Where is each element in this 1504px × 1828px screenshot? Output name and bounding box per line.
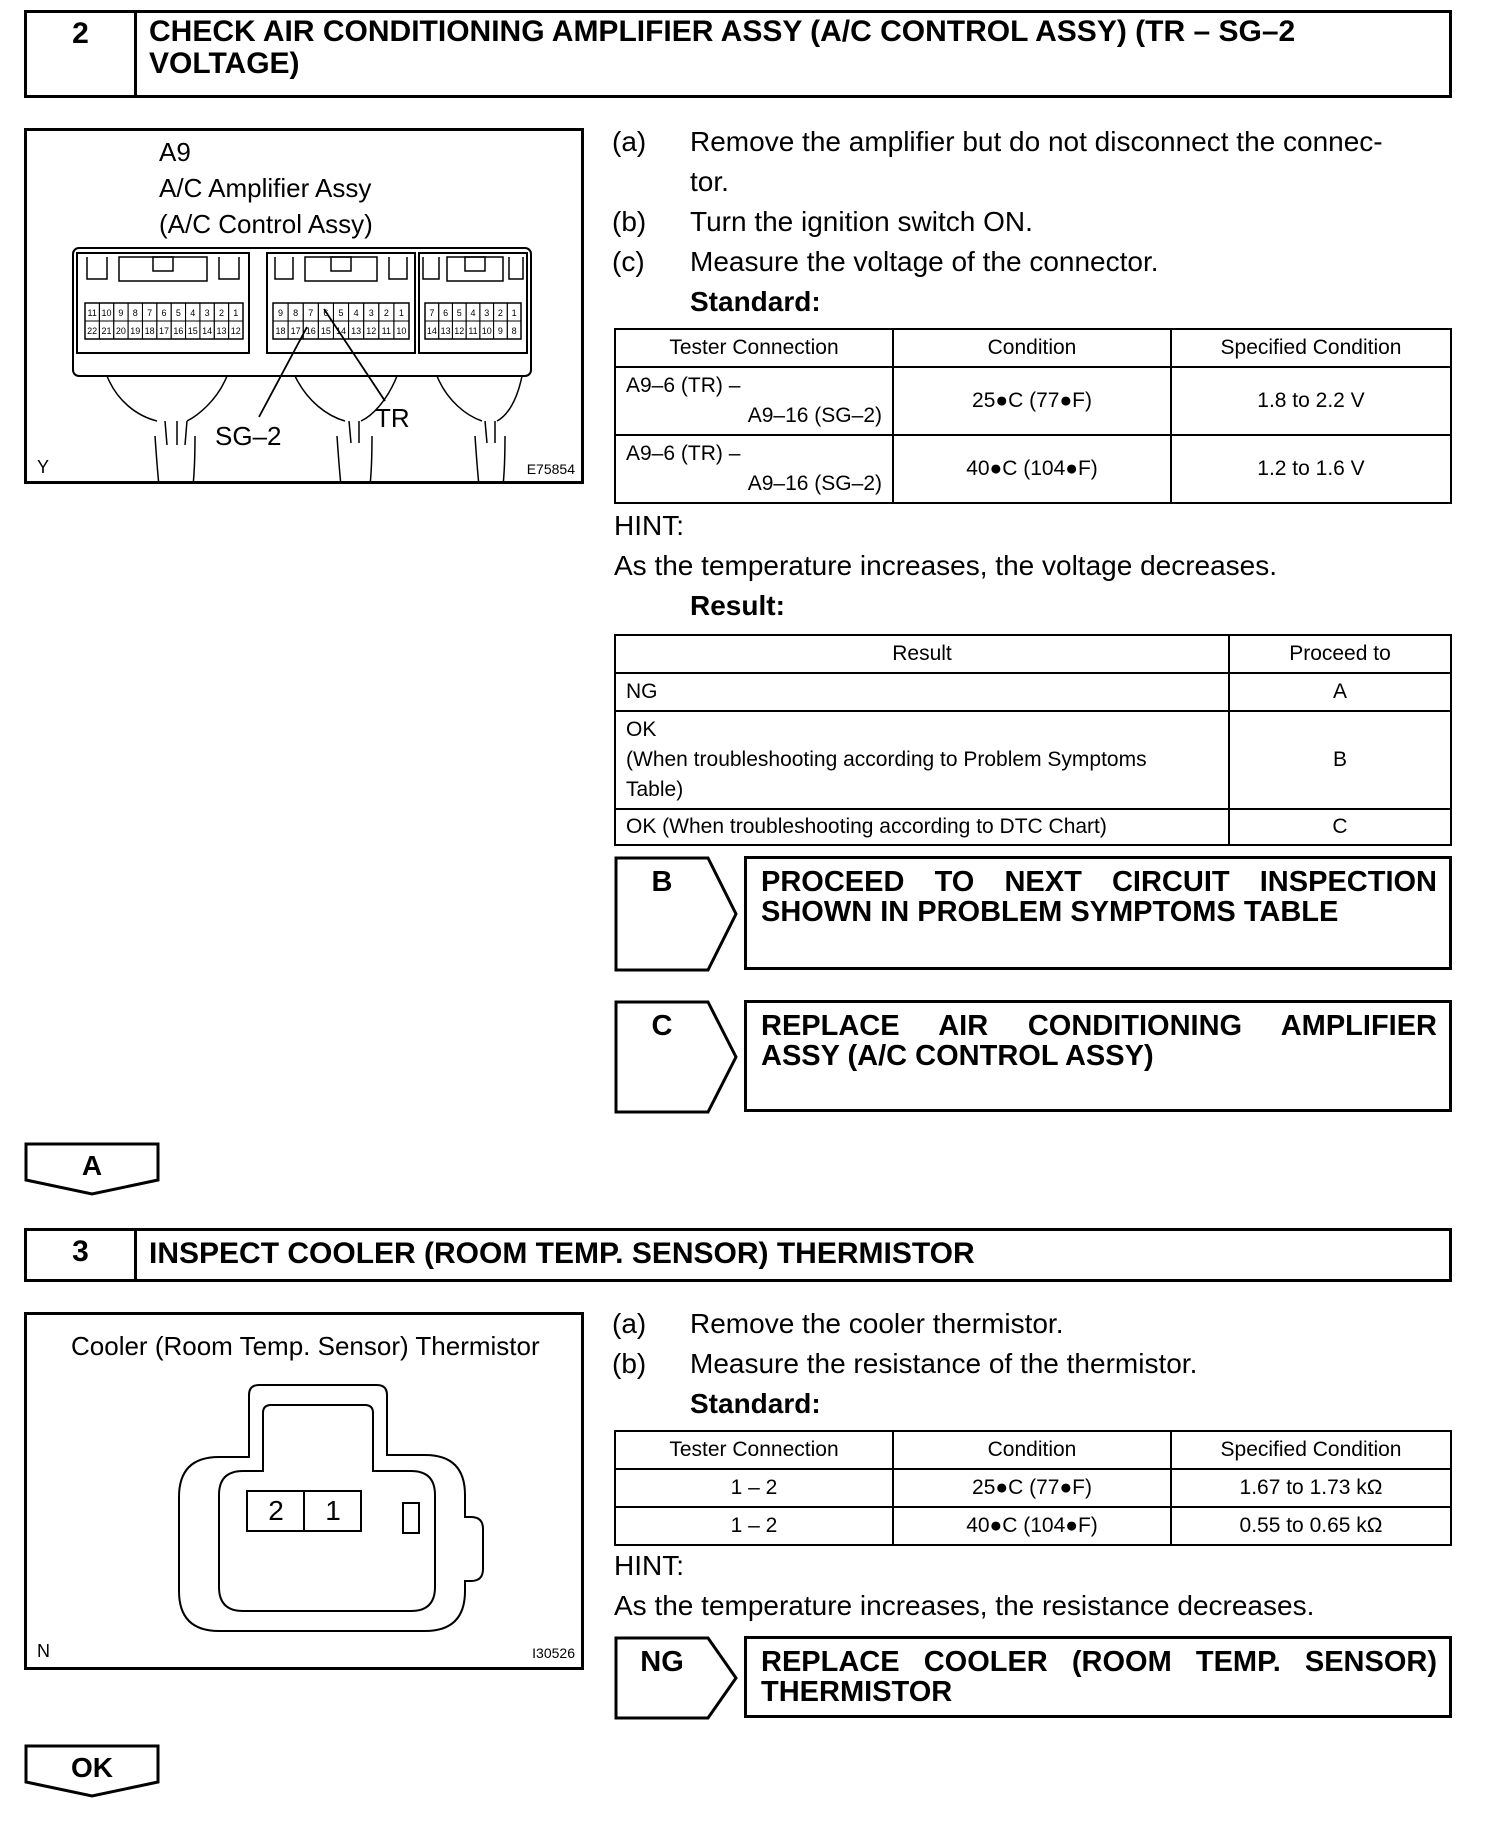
step-label: (b) xyxy=(612,206,647,237)
figure-control-label: (A/C Control Assy) xyxy=(159,209,373,239)
pin-number: 14 xyxy=(335,326,347,336)
pin-number: 15 xyxy=(320,326,331,336)
table-header: Condition xyxy=(893,1431,1171,1469)
action-b-text: SHOWN IN PROBLEM SYMPTOMS TABLE xyxy=(761,896,1339,928)
hint-label: HINT: xyxy=(614,1550,684,1581)
action-c-text: ASSY (A/C CONTROL ASSY) xyxy=(761,1040,1154,1072)
table-cell-result-note: (When troubleshooting according to Problem Symptoms xyxy=(626,748,1147,771)
figure-corner-letter: Y xyxy=(37,457,50,477)
action-ng-text: REPLACE COOLER (ROOM TEMP. SENSOR) xyxy=(761,1646,1437,1678)
action-ng-box xyxy=(744,1636,1452,1718)
pin-number: 9 xyxy=(497,326,503,336)
table-header: Specified Condition xyxy=(1171,329,1451,367)
pin-number: 7 xyxy=(429,308,435,318)
pin-number: 17 xyxy=(158,326,170,336)
pin-number: 5 xyxy=(338,308,344,318)
pin-number: 8 xyxy=(293,308,299,318)
table-cell-result: OK (When troubleshooting according to DTC Chart) xyxy=(615,809,1229,845)
table-cell-result: NG xyxy=(615,673,1229,711)
step3-title: INSPECT COOLER (ROOM TEMP. SENSOR) THERMISTOR xyxy=(149,1237,975,1270)
step-text: Turn the ignition switch ON. xyxy=(690,206,1033,237)
pin-number: 16 xyxy=(305,326,316,336)
flow-tag-a-label: A xyxy=(81,1150,103,1181)
pin-number: 8 xyxy=(132,308,138,318)
pin-number: 1 xyxy=(233,308,239,318)
pin-number: 18 xyxy=(144,326,155,336)
table-cell-connection: 1 – 2 xyxy=(615,1507,893,1545)
table-header: Specified Condition xyxy=(1171,1431,1451,1469)
pin-number: 13 xyxy=(351,326,362,336)
step-label: (a) xyxy=(612,126,647,157)
step-text: Measure the voltage of the connector. xyxy=(690,246,1159,277)
action-c-box xyxy=(744,1000,1452,1112)
step-label: (a) xyxy=(612,1308,647,1339)
pin-number: 13 xyxy=(216,326,227,336)
pin-number: 11 xyxy=(468,326,478,336)
thermistor-figure-title: Cooler (Room Temp. Sensor) Thermistor xyxy=(71,1331,540,1361)
pin-number: 10 xyxy=(396,326,407,336)
step-text: Measure the resistance of the thermistor. xyxy=(690,1348,1198,1379)
step-label: (b) xyxy=(612,1348,647,1379)
standard-label: Standard: xyxy=(690,286,821,317)
table-cell-connection: A9–16 (SG–2) xyxy=(747,404,882,427)
table-header: Condition xyxy=(893,329,1171,367)
pin-number: 4 xyxy=(470,308,476,318)
table-header: Tester Connection xyxy=(615,1431,893,1469)
hint-label: HINT: xyxy=(614,510,684,541)
pin-2-label: 2 xyxy=(268,1495,284,1526)
table-cell-condition: 40●C (104●F) xyxy=(893,1507,1171,1545)
pin-1-label: 1 xyxy=(325,1495,341,1526)
step-text: Remove the cooler thermistor. xyxy=(690,1308,1064,1339)
pin-number: 6 xyxy=(161,308,167,318)
figure-connector-id: A9 xyxy=(159,137,191,167)
pin-number: 1 xyxy=(398,308,404,318)
step2-header xyxy=(24,10,1452,98)
figure-corner-letter: N xyxy=(37,1641,50,1661)
table-cell-proceed: A xyxy=(1229,673,1451,711)
hint-text: As the temperature increases, the voltage decreases. xyxy=(614,550,1278,581)
hint-text: As the temperature increases, the resistance decreases. xyxy=(614,1590,1315,1621)
table-header: Tester Connection xyxy=(615,329,893,367)
pin-number: 17 xyxy=(290,326,301,336)
pin-number: 14 xyxy=(426,326,437,336)
figure-amplifier-label: A/C Amplifier Assy xyxy=(159,173,372,203)
table-cell-spec: 1.8 to 2.2 V xyxy=(1171,367,1451,435)
pin-number: 2 xyxy=(497,308,503,318)
pin-number: 15 xyxy=(187,326,198,336)
pin-number: 5 xyxy=(456,308,462,318)
pin-number: 10 xyxy=(481,326,492,336)
pin-number: 4 xyxy=(353,308,359,318)
pin-number: 10 xyxy=(101,308,112,318)
table-row xyxy=(615,711,1451,809)
action-ng-text: THERMISTOR xyxy=(761,1676,953,1708)
pin-number: 7 xyxy=(147,308,153,318)
pin-number: 3 xyxy=(484,308,490,318)
pin-number: 22 xyxy=(87,326,98,336)
pin-number: 4 xyxy=(190,308,196,318)
pin-number: 2 xyxy=(218,308,224,318)
action-b-box xyxy=(744,856,1452,970)
table-row xyxy=(615,1469,1451,1507)
pin-number: 9 xyxy=(118,308,124,318)
amplifier-connector-drawing xyxy=(27,131,581,481)
step2-number: 2 xyxy=(27,13,137,95)
pin-number: 19 xyxy=(130,326,141,336)
pin-number: 8 xyxy=(511,326,517,336)
table-cell-connection: A9–6 (TR) – xyxy=(626,374,741,397)
pin-number: 3 xyxy=(204,308,210,318)
step2-instructions xyxy=(612,122,1462,322)
pin-number: 2 xyxy=(383,308,389,318)
pin-number: 3 xyxy=(368,308,374,318)
pin-number: 9 xyxy=(278,308,284,318)
step-text: Remove the amplifier but do not disconnect the connec- xyxy=(690,126,1383,157)
label-sg2: SG–2 xyxy=(215,421,282,451)
step3-figure xyxy=(24,1312,584,1670)
action-c-tag: C xyxy=(651,1010,673,1042)
table-cell-proceed: B xyxy=(1229,711,1451,809)
table-cell-connection: 1 – 2 xyxy=(615,1469,893,1507)
action-b-text: PROCEED TO NEXT CIRCUIT INSPECTION xyxy=(761,866,1437,898)
standard-label: Standard: xyxy=(690,1388,821,1419)
step3-number: 3 xyxy=(27,1231,137,1279)
table-cell-result-note: Table) xyxy=(626,778,684,801)
table-cell-condition: 25●C (77●F) xyxy=(893,1469,1171,1507)
figure-code: I30526 xyxy=(532,1645,575,1661)
figure-code: E75854 xyxy=(526,461,575,477)
table-cell-proceed: C xyxy=(1229,809,1451,845)
pin-number: 12 xyxy=(366,326,377,336)
pin-number: 6 xyxy=(443,308,449,318)
pin-number: 14 xyxy=(202,326,213,336)
label-tr: TR xyxy=(375,403,410,433)
pin-number: 1 xyxy=(511,308,517,318)
table-cell-condition: 40●C (104●F) xyxy=(893,435,1171,503)
flow-tag-ok-label: OK xyxy=(71,1752,113,1783)
step2-title: CHECK AIR CONDITIONING AMPLIFIER ASSY (A/C CONTROL ASSY) (TR – SG–2 VOLTAGE) xyxy=(149,15,1296,80)
thermistor-connector-drawing xyxy=(27,1315,581,1667)
table-row xyxy=(615,435,1451,503)
table-row xyxy=(615,367,1451,435)
step2-standard-table xyxy=(614,328,1452,504)
table-cell-spec: 1.67 to 1.73 kΩ xyxy=(1171,1469,1451,1507)
action-c-text: REPLACE AIR CONDITIONING AMPLIFIER xyxy=(761,1010,1437,1042)
table-cell-condition: 25●C (77●F) xyxy=(893,367,1171,435)
table-cell-result: OK xyxy=(626,718,657,741)
result-label: Result: xyxy=(690,590,785,621)
table-header: Proceed to xyxy=(1229,635,1451,673)
step3-header xyxy=(24,1228,1452,1282)
step-label: (c) xyxy=(612,246,645,277)
table-row xyxy=(615,809,1451,845)
action-b-tag: B xyxy=(651,866,673,898)
table-row xyxy=(615,1507,1451,1545)
pin-number: 12 xyxy=(454,326,465,336)
pin-number: 7 xyxy=(308,308,314,318)
pin-number: 5 xyxy=(175,308,181,318)
pin-number: 11 xyxy=(87,308,97,318)
table-row xyxy=(615,673,1451,711)
step3-instructions xyxy=(612,1304,1462,1424)
table-cell-spec: 1.2 to 1.6 V xyxy=(1171,435,1451,503)
pin-number: 6 xyxy=(323,308,329,318)
pin-number: 11 xyxy=(381,326,392,336)
pin-number: 12 xyxy=(230,326,241,336)
table-cell-connection: A9–16 (SG–2) xyxy=(747,472,882,495)
step2-figure xyxy=(24,128,584,484)
table-cell-connection: A9–6 (TR) – xyxy=(626,442,741,465)
pin-number: 13 xyxy=(440,326,451,336)
table-header: Result xyxy=(615,635,1229,673)
step2-result-table xyxy=(614,634,1452,846)
pin-number: 21 xyxy=(101,326,112,336)
table-cell-spec: 0.55 to 0.65 kΩ xyxy=(1171,1507,1451,1545)
step3-standard-table xyxy=(614,1430,1452,1546)
action-ng-tag: NG xyxy=(640,1646,684,1678)
step-text-continued: tor. xyxy=(690,166,729,197)
pin-number: 18 xyxy=(275,326,286,336)
pin-number: 16 xyxy=(173,326,184,336)
pin-number: 20 xyxy=(115,326,126,336)
